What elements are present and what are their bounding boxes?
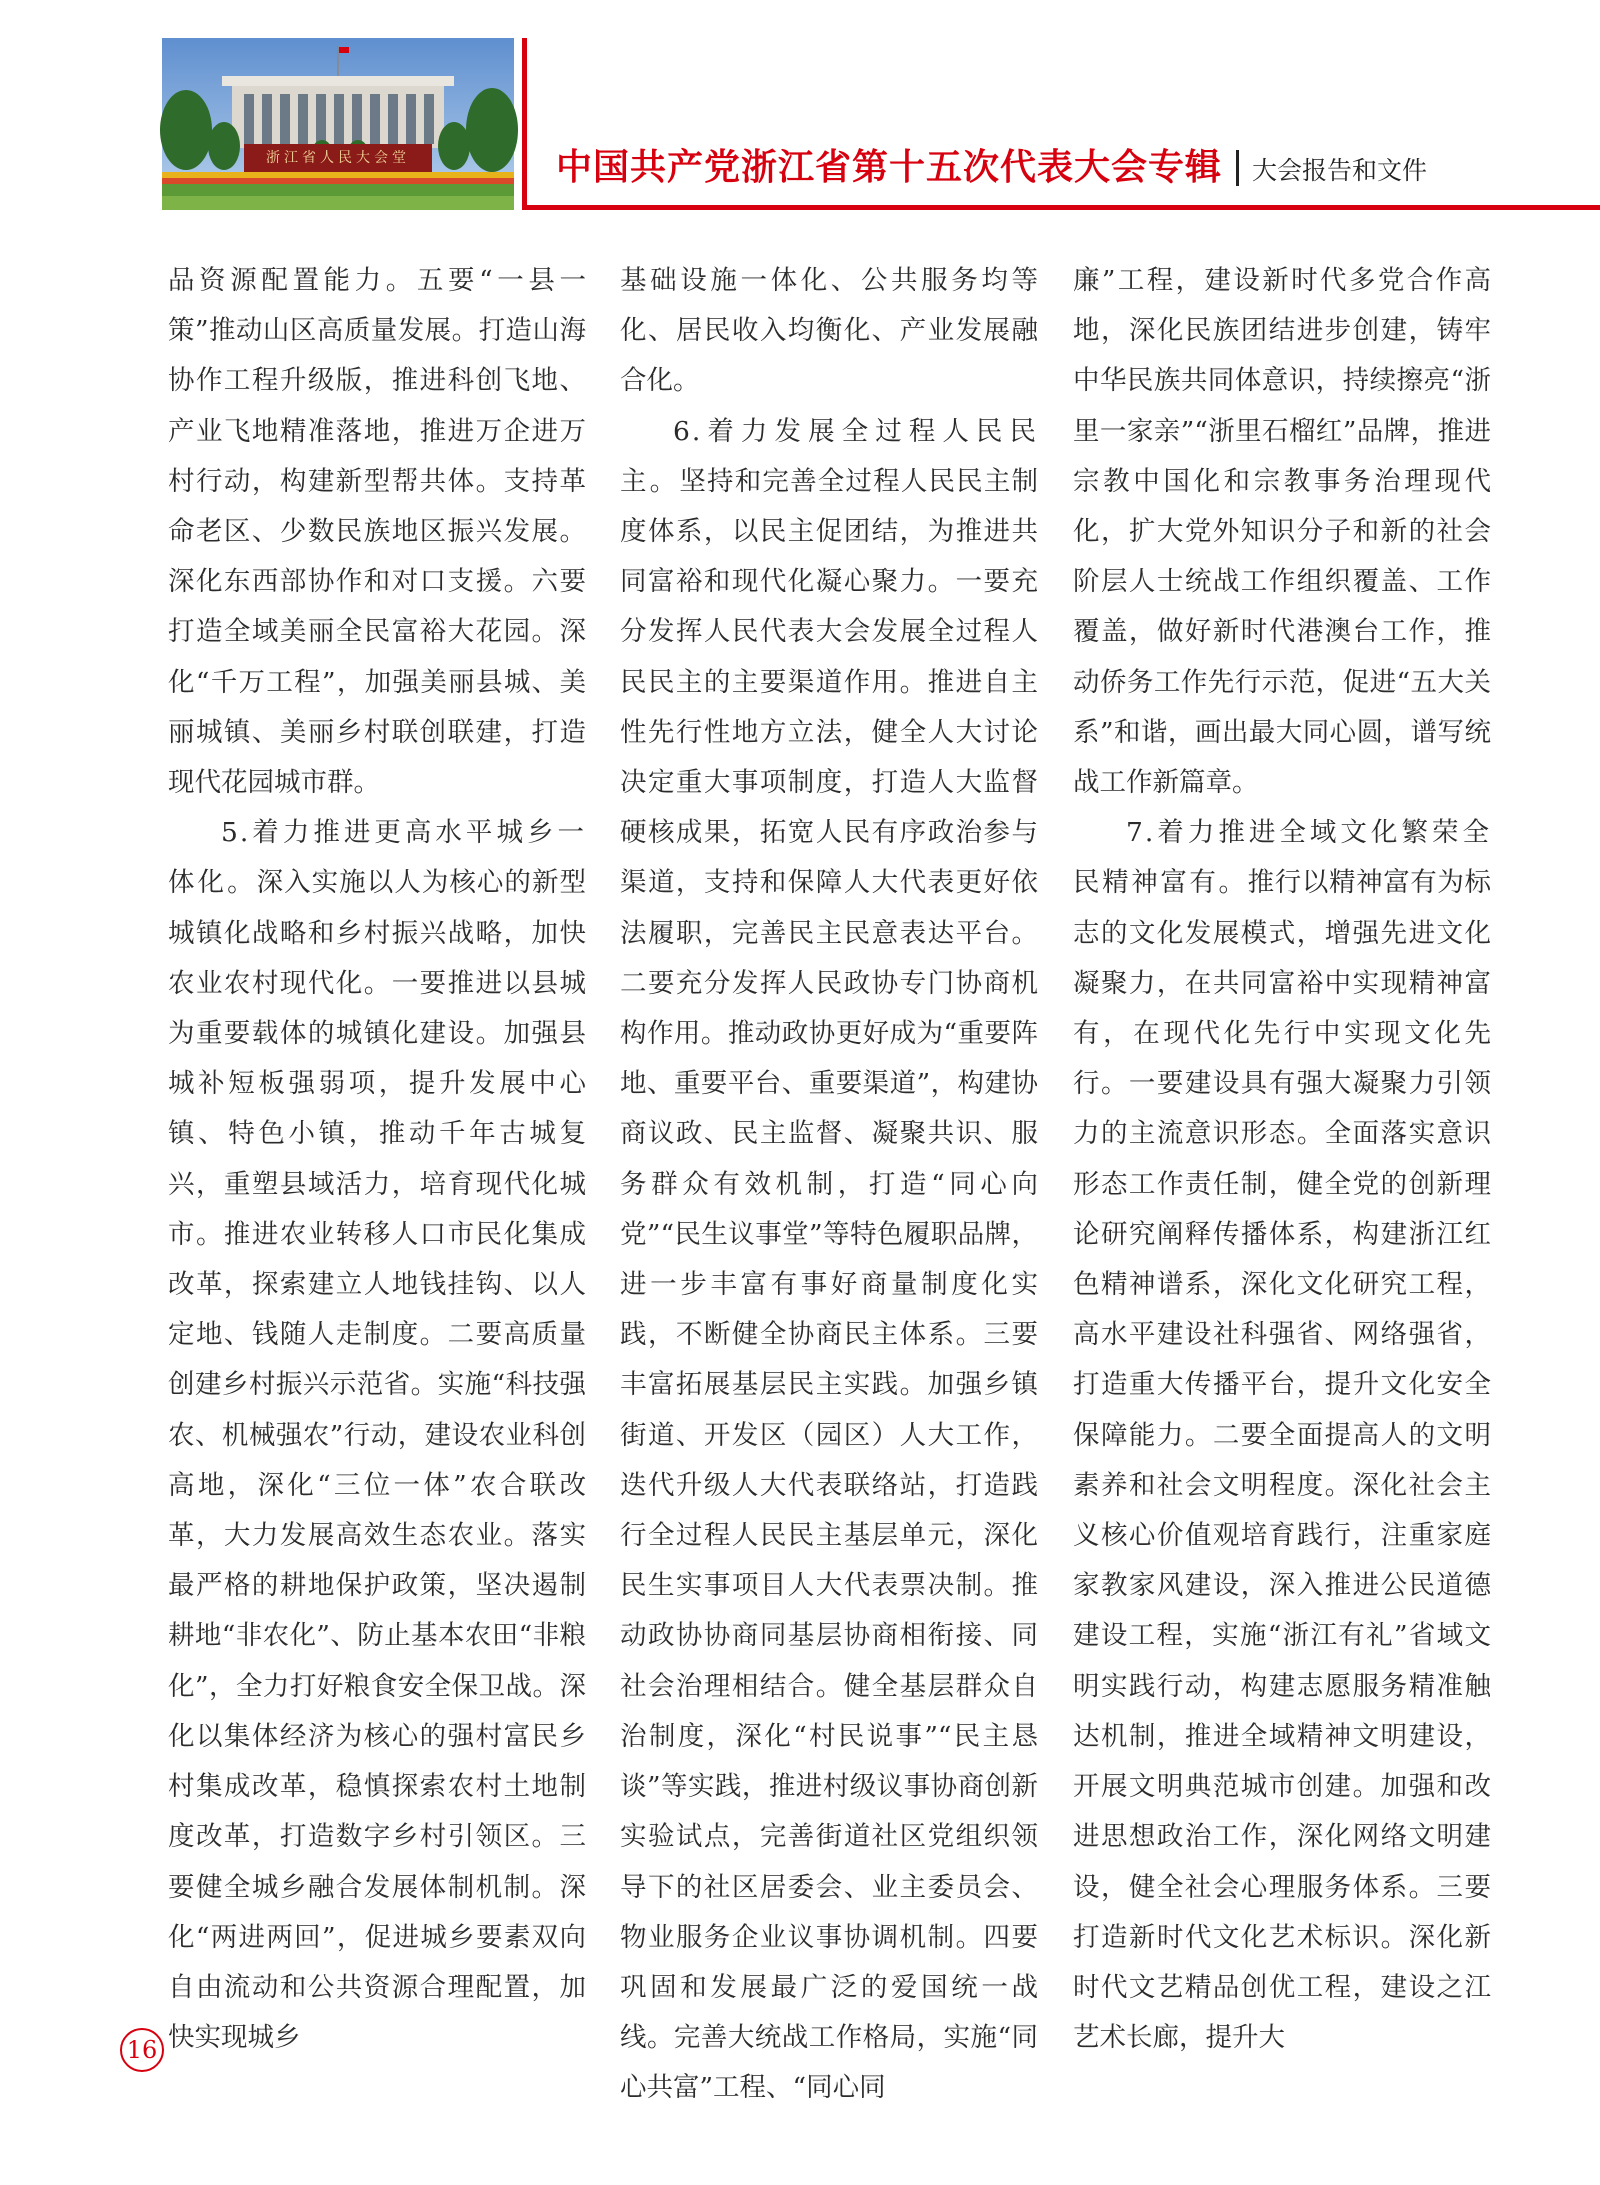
page-number: 16 [120,2028,164,2072]
paragraph-section-7 [1073,808,1491,2063]
header-photo [162,38,514,210]
section-body-6: 坚持和完善全过程人民民主制度体系，以民主促团结，为推进共同富裕和现代化凝心聚力。一要充分发挥人民代表大会发展全过程人民民主的主要渠道作用。推进自主性先行性地方立法，健全人大讨论决定重大事项制度，打造人大监督硬核成果，拓宽人民有序政治参与渠道，支持和保障人大代表更好依法履职，完善民主民意表达平台。二要充分发挥人民政协专门协商机构作用。推动政协更好成为“重要阵地、重要平台、重要渠道”，构建协商议政、民主监督、凝聚共识、服务群众有效机制，打造“同心向党”“民生议事堂”等特色履职品牌，进一步丰富有事好商量制度化实践，不断健全协商民主体系。三要丰富拓展基层民主实践。加强乡镇街道、开发区（园区）人大工作，迭代升级人大代表联络站，打造践行全过程人民民主基层单元，深化民生实事项目人大代表票决制。推动政协协商同基层协商相衔接、同社会治理相结合。健全基层群众自治制度，深化“村民说事”“民主恳谈”等实践，推进村级议事协商创新实验试点，完善街道社区党组织领导下的社区居委会、业主委员会、物业服务企业议事协调机制。四要巩固和发展最广泛的爱国统一战线。完善大统战工作格局，实施“同心共富”工程、“同心同 [620,465,1039,2104]
sign-inscription: 浙江省人民大会堂 [266,150,410,166]
paragraph-section-6 [620,407,1038,2114]
section-title: 中国共产党浙江省第十五次代表大会专辑 [556,147,1223,188]
section-subtitle: 大会报告和文件 [1252,156,1428,185]
section-heading-6: 6.着力发展全过程人民民主。 [620,415,1038,497]
section-body-5: 深入实施以人为核心的新型城镇化战略和乡村振兴战略，加快农业农村现代化。一要推进以县城为重要载体的城镇化建设。加强县城补短板强弱项，提升发展中心镇、特色小镇，推动千年古城复兴，重塑县域活力，培育现代化城市。推进农业转移人口市民化集成改革，探索建立人地钱挂钩、以人定地、钱随人走制度。二要高质量创建乡村振兴示范省。实施“科技强农、机械强农”行动，建设农业科创高地，深化“三位一体”农合联改革，大力发展高效生态农业。落实最严格的耕地保护政策，坚决遏制耕地“非农化”、防止基本农田“非粮化”，全力打好粮食安全保卫战。深化以集体经济为核心的强村富民乡村集成改革，稳慎探索农村土地制度改革，打造数字乡村引领区。三要健全城乡融合发展体制机制。深化“两进两回”，促进城乡要素双向自由流动和公共资源合理配置，加快实现城乡 [168,867,587,2054]
section-body-7: 推行以精神富有为标志的文化发展模式，增强先进文化凝聚力，在共同富裕中实现精神富有，在现代化先行中实现文化先行。一要建设具有强大凝聚力引领力的主流意识形态。全面落实意识形态工作责任制，健全党的创新理论研究阐释传播体系，构建浙江红色精神谱系，深化文化研究工程，高水平建设社科强省、网络强省，打造重大传播平台，提升文化安全保障能力。二要全面提高人的文明素养和社会文明程度。深化社会主义核心价值观培育践行，注重家庭家教家风建设，深入推进公民道德建设工程，实施“浙江有礼”省域文明实践行动，构建志愿服务精准触达机制，推进全域精神文明建设，开展文明典范城市创建。加强和改进思想政治工作，深化网络文明建设，健全社会心理服务体系。三要打造新时代文化艺术标识。深化新时代文艺精品创优工程，建设之江艺术长廊，提升大 [1073,867,1492,2054]
text-column-1 [168,256,587,2054]
section-heading-7: 7.着力推进全域文化繁荣全民精神富有。 [1073,817,1491,899]
title-separator [1236,150,1239,186]
header-red-rule-vertical [522,38,527,210]
text-column-3 [1073,256,1492,2054]
paragraph-continuation: 廉”工程，建设新时代多党合作高地，深化民族团结进步创建，铸牢中华民族共同体意识，持续擦亮“浙里一家亲”“浙里石榴红”品牌，推进宗教中国化和宗教事务治理现代化，扩大党外知识分子和新的社会阶层人士统战工作组织覆盖、工作覆盖，做好新时代港澳台工作，推动侨务工作先行示范，促进“五大关系”和谐，画出最大同心圆，谱写统战工作新篇章。 [1073,265,1491,799]
paragraph-continuation: 品资源配置能力。五要“一县一策”推动山区高质量发展。打造山海协作工程升级版，推进科创飞地、产业飞地精准落地，推进万企进万村行动，构建新型帮共体。支持革命老区、少数民族地区振兴发展。深化东西部协作和对口支援。六要打造全域美丽全民富裕大花园。深化“千万工程”，加强美丽县城、美丽城镇、美丽乡村联创联建，打造现代花园城市群。 [168,265,586,799]
paragraph-continuation: 基础设施一体化、公共服务均等化、居民收入均衡化、产业发展融合化。 [620,265,1038,397]
section-heading-5: 5.着力推进更高水平城乡一体化。 [168,817,586,899]
paragraph-section-5 [168,808,586,2063]
header-red-rule-horizontal [522,205,1600,210]
text-column-2 [620,256,1039,2104]
great-hall-photo [162,38,514,210]
